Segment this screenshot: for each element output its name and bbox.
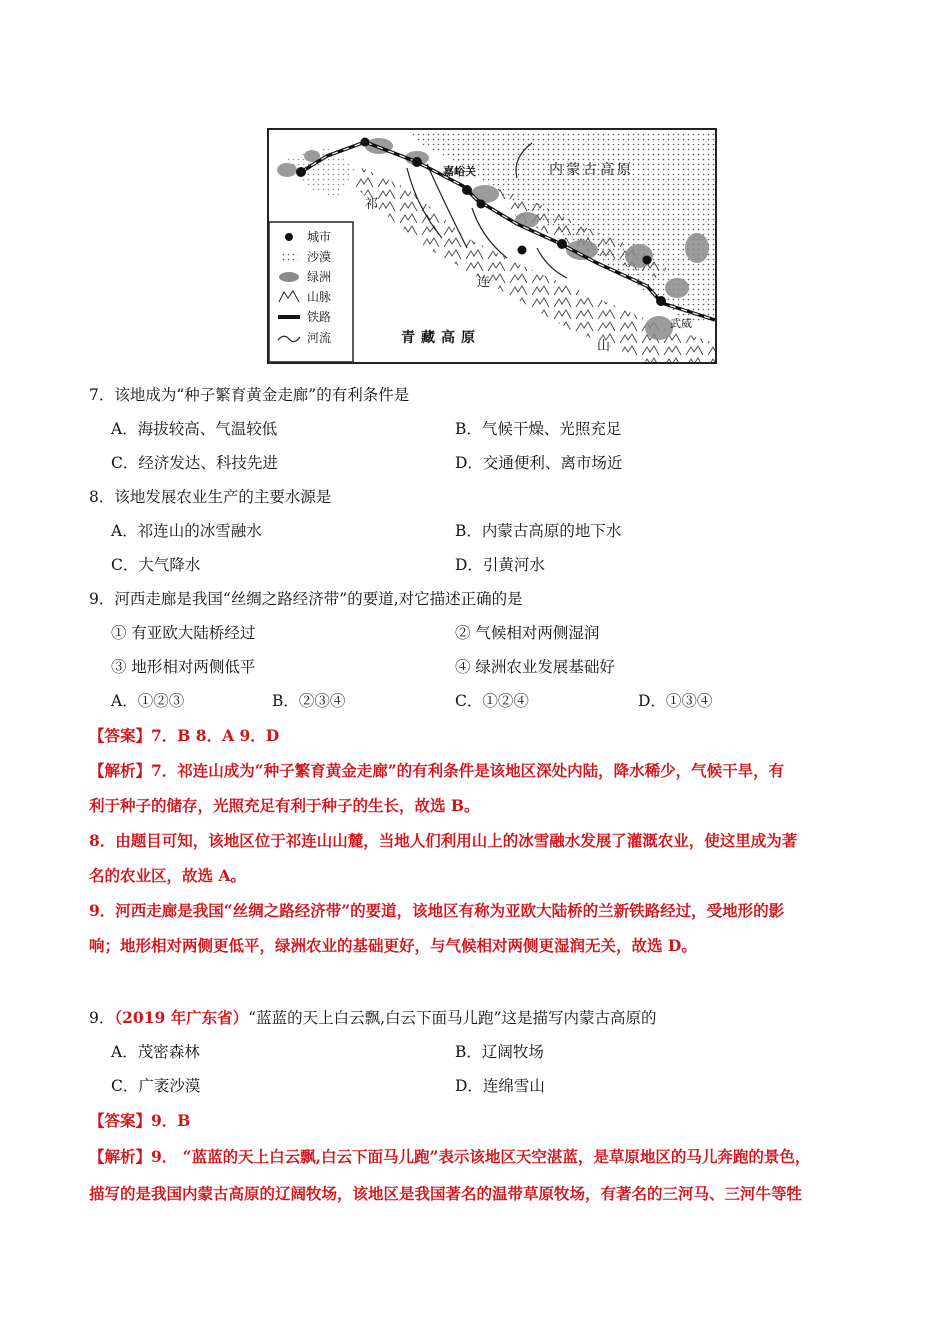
analysis-line: 名的农业区，故选 A。 bbox=[89, 866, 246, 885]
option-c: C．大气降水 bbox=[111, 556, 201, 574]
option-a: A．茂密森林 bbox=[111, 1043, 200, 1061]
option-c: C．广袤沙漠 bbox=[111, 1077, 201, 1095]
statement-4: ④ 绿洲农业发展基础好 bbox=[455, 658, 615, 676]
question-text: “蓝蓝的天上白云飘,白云下面马儿跑”这是描写内蒙古高原的 bbox=[248, 1009, 657, 1027]
analysis-line: 利于种子的储存，光照充足有利于种子的生长，故选 B。 bbox=[89, 796, 480, 815]
option-d: D．交通便利、离市场近 bbox=[455, 454, 623, 472]
answer-block: 【答案】9．B bbox=[89, 1111, 191, 1130]
option-b: B．辽阔牧场 bbox=[455, 1043, 544, 1061]
statement-1: ① 有亚欧大陆桥经过 bbox=[111, 624, 256, 642]
option-d: D．连绵雪山 bbox=[455, 1077, 545, 1095]
question-9b-stem bbox=[89, 1007, 656, 1029]
option-b: B．气候干燥、光照充足 bbox=[455, 420, 622, 438]
question-8-stem: 8．该地发展农业生产的主要水源是 bbox=[89, 488, 332, 506]
option-a: A．祁连山的冰雪融水 bbox=[111, 522, 262, 540]
legend-label: 山脉 bbox=[307, 290, 332, 304]
legend-label: 铁路 bbox=[307, 310, 332, 324]
map-label-jiayuguan: 嘉峪关 bbox=[443, 165, 476, 178]
map-label-wuwei: 武威 bbox=[670, 317, 692, 330]
question-9-stem: 9．河西走廊是我国“丝绸之路经济带”的要道,对它描述正确的是 bbox=[89, 590, 523, 608]
legend-label: 绿洲 bbox=[307, 270, 332, 284]
map-label-qilian-3: 山 bbox=[597, 339, 611, 354]
option-d: D．引黄河水 bbox=[455, 556, 545, 574]
legend-label: 河流 bbox=[307, 331, 332, 345]
option-c: C．经济发达、科技先进 bbox=[111, 454, 278, 472]
analysis-line: 【解析】7．祁连山成为“种子繁育黄金走廊”的有利条件是该地区深处内陆，降水稀少，气候干旱，有 bbox=[89, 761, 785, 780]
hexi-corridor-map bbox=[267, 128, 717, 364]
option-b: B．②③④ bbox=[272, 692, 346, 710]
analysis-line: 9．河西走廊是我国“丝绸之路经济带”的要道，该地区有称为亚欧大陆桥的兰新铁路经过，受地形的影 bbox=[89, 901, 785, 920]
analysis-line: 响；地形相对两侧更低平，绿洲农业的基础更好，与气候相对两侧更湿润无关，故选 D。 bbox=[89, 936, 697, 955]
map-label-qilian-1: 祁 bbox=[365, 197, 379, 212]
answer-block: 【答案】7．B 8．A 9．D bbox=[89, 726, 280, 745]
question-7-stem: 7．该地成为“种子繁育黄金走廊”的有利条件是 bbox=[89, 386, 410, 404]
analysis-line: 8．由题目可知，该地区位于祁连山山麓，当地人们利用山上的冰雪融水发展了灌溉农业，使这里成为著 bbox=[89, 831, 798, 850]
map-label-qilian-2: 连 bbox=[477, 275, 491, 290]
option-a: A．海拔较高、气温较低 bbox=[111, 420, 278, 438]
legend-label: 城市 bbox=[307, 230, 332, 244]
option-c: C．①②④ bbox=[455, 692, 529, 710]
option-a: A．①②③ bbox=[111, 692, 185, 710]
statement-2: ② 气候相对两侧湿润 bbox=[455, 624, 600, 642]
analysis-line: 【解析】9． “蓝蓝的天上白云飘,白云下面马儿跑”表示该地区天空湛蓝，是草原地区的马儿奔跑的景色， bbox=[89, 1147, 811, 1166]
statement-3: ③ 地形相对两侧低平 bbox=[111, 658, 256, 676]
map-label-inner-mongolia: 内蒙古高原 bbox=[549, 162, 634, 178]
question-number: 9． bbox=[89, 1009, 115, 1027]
question-source: （2019 年广东省） bbox=[114, 1008, 249, 1027]
option-d: D．①③④ bbox=[638, 692, 713, 710]
legend-label: 沙漠 bbox=[307, 250, 332, 264]
option-b: B．内蒙古高原的地下水 bbox=[455, 522, 622, 540]
analysis-line: 描写的是我国内蒙古高原的辽阔牧场，该地区是我国著名的温带草原牧场，有著名的三河马、三河牛等牲 bbox=[89, 1184, 803, 1203]
map-label-tibet: 青藏高原 bbox=[401, 330, 481, 346]
